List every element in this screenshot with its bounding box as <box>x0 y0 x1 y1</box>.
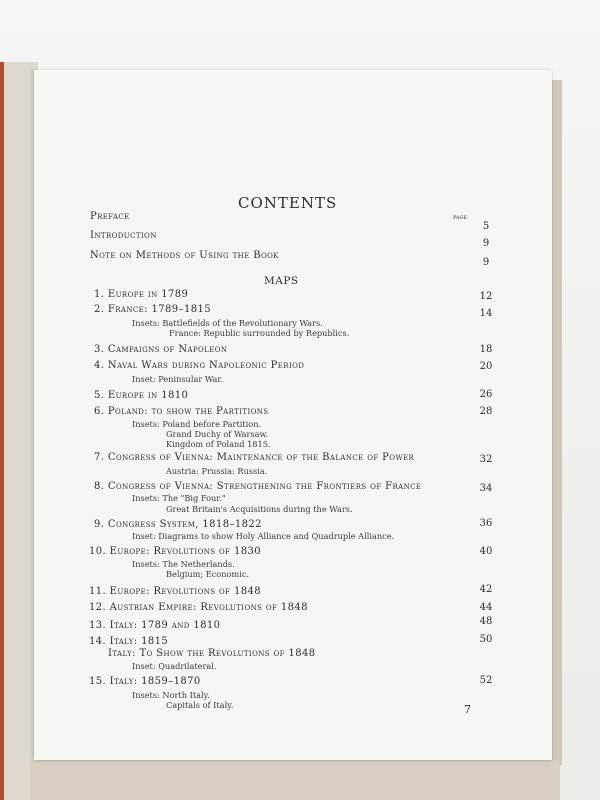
map-entry-11: 11. Europe: Revolutions of 1848 <box>89 586 262 597</box>
map-page-3: 18 <box>479 344 493 355</box>
map-entry-13: 13. Italy: 1789 and 1810 <box>89 620 221 631</box>
map-entry-4: 4. Naval Wars during Napoleonic Period <box>94 360 305 371</box>
toc-page-preface: 5 <box>482 221 490 232</box>
map-entry-2: 2. France: 1789–1815 <box>94 304 212 315</box>
map-entry-3: 3. Campaigns of Napoleon <box>94 344 228 355</box>
map-7-inset-1: Austria: Prussia: Russia. <box>166 466 268 476</box>
map-page-7: 32 <box>479 454 493 465</box>
page-number: 7 <box>464 703 471 716</box>
map-entry-5: 5. Europe in 1810 <box>94 390 189 401</box>
toc-entry-introduction: Introduction <box>90 230 157 241</box>
toc-page-note-on-methods: 9 <box>482 257 490 268</box>
book-page <box>34 70 552 760</box>
map-page-1: 12 <box>479 291 493 302</box>
map-page-10: 40 <box>479 546 493 557</box>
map-page-5: 26 <box>479 389 493 400</box>
map-page-8: 34 <box>479 483 493 494</box>
map-9-inset-1: Inset: Diagrams to show Holy Alliance and Quadruple Alliance. <box>132 531 395 541</box>
map-4-inset-1: Inset: Peninsular War. <box>132 374 224 384</box>
map-entry-1: 1. Europe in 1789 <box>94 289 189 300</box>
map-8-inset-1: Insets: The "Big Four." <box>132 493 226 503</box>
map-15-inset-1: Insets: North Italy. <box>132 690 210 700</box>
map-2-inset-2: France: Republic surrounded by Republics. <box>169 328 350 338</box>
map-15-inset-2: Capitals of Italy. <box>166 700 234 710</box>
map-page-15: 52 <box>479 675 493 686</box>
map-entry-15: 15. Italy: 1859–1870 <box>89 676 201 687</box>
map-page-13: 48 <box>479 616 493 627</box>
map-entry-14-sub: Italy: To Show the Revolutions of 1848 <box>108 648 316 659</box>
map-page-11: 42 <box>479 584 493 595</box>
map-entry-10: 10. Europe: Revolutions of 1830 <box>89 546 262 557</box>
book-cover-left-edge <box>0 62 38 800</box>
map-page-4: 20 <box>479 361 493 372</box>
map-entry-12: 12. Austrian Empire: Revolutions of 1848 <box>89 602 308 613</box>
map-page-14: 50 <box>479 634 493 645</box>
toc-entry-preface: Preface <box>90 211 130 222</box>
map-2-inset-1: Insets: Battlefields of the Revolutionary Wars. <box>132 318 323 328</box>
map-entry-9: 9. Congress System, 1818–1822 <box>94 519 262 530</box>
map-page-6: 28 <box>479 406 493 417</box>
map-entry-14: 14. Italy: 1815 <box>89 636 169 647</box>
map-6-inset-1: Insets: Poland before Partition. <box>132 419 262 429</box>
contents-title: CONTENTS <box>238 194 338 212</box>
map-10-inset-2: Belgium; Economic. <box>166 569 250 579</box>
toc-entry-note-on-methods: Note on Methods of Using the Book <box>90 250 279 261</box>
map-page-12: 44 <box>479 602 493 613</box>
book-cover-bottom-edge <box>30 760 560 800</box>
map-page-2: 14 <box>479 308 493 319</box>
map-10-inset-1: Insets: The Netherlands. <box>132 559 235 569</box>
map-6-inset-2: Grand Duchy of Warsaw. <box>166 429 269 439</box>
maps-heading: MAPS <box>264 275 299 287</box>
toc-page-introduction: 9 <box>482 238 490 249</box>
map-8-inset-2: Great Britain's Acquisitions during the Wars. <box>166 504 353 514</box>
map-entry-6: 6. Poland: to show the Partitions <box>94 406 269 417</box>
map-6-inset-3: Kingdom of Poland 1815. <box>166 439 271 449</box>
map-page-9: 36 <box>479 518 493 529</box>
map-entry-7: 7. Congress of Vienna: Maintenance of the Balance of Power <box>94 452 415 463</box>
map-entry-8: 8. Congress of Vienna: Strengthening the Frontiers of France <box>94 481 422 492</box>
map-14-inset-1: Inset: Quadrilateral. <box>132 661 217 671</box>
page-column-header: PAGE <box>453 215 468 221</box>
